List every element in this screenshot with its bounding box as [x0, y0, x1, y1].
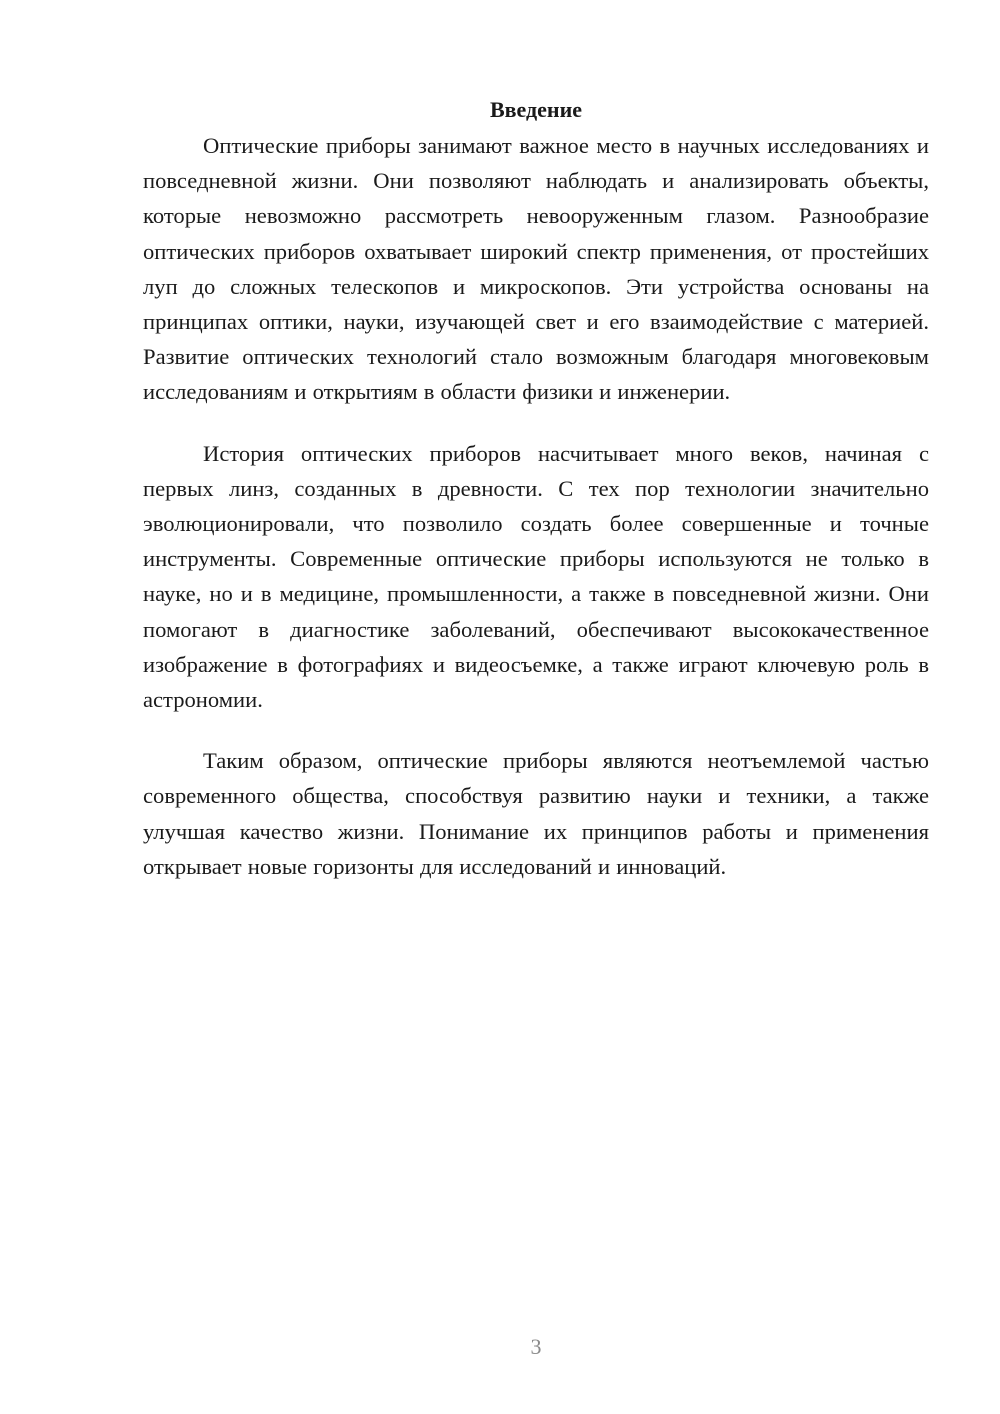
section-heading: Введение: [489, 97, 583, 122]
paragraph-1: Оптические приборы занимают важное место в научных исследованиях и повседневной жизни. Они позволяют наблюдать и анализировать объекты, которые невозможно рассмотреть невооруженным глазом. Разнообразие оптических приборов охватывает широкий спектр применения, от простейших луп до сложных телескопов и микроскопов. Эти устройства основаны на принципах оптики, науки, изучающей свет и его взаимодействие с материей. Развитие оптических технологий стало возможным благодаря многовековым исследованиям и открытиям в области физики и инженерии.: [143, 133, 929, 405]
page-number: 3: [530, 1334, 542, 1359]
paragraph-2: История оптических приборов насчитывает много веков, начиная с первых линз, созданных в древности. С тех пор технологии значительно эволюционировали, что позволило создать более совершенные и точные инструменты. Современные оптические приборы используются не только в науке, но и в медицине, промышленности, а также в повседневной жизни. Они помогают в диагностике заболеваний, обеспечивают высококачественное изображение в фотографиях и видеосъемке, а также играют ключевую роль в астрономии.: [143, 440, 929, 713]
paragraph-3: Таким образом, оптические приборы являются неотъемлемой частью современного общества, способствуя развитию науки и техники, а также улучшая качество жизни. Понимание их принципов работы и применения открывает новые горизонты для исследований и инноваций.: [143, 748, 929, 879]
page-content: [143, 92, 929, 910]
